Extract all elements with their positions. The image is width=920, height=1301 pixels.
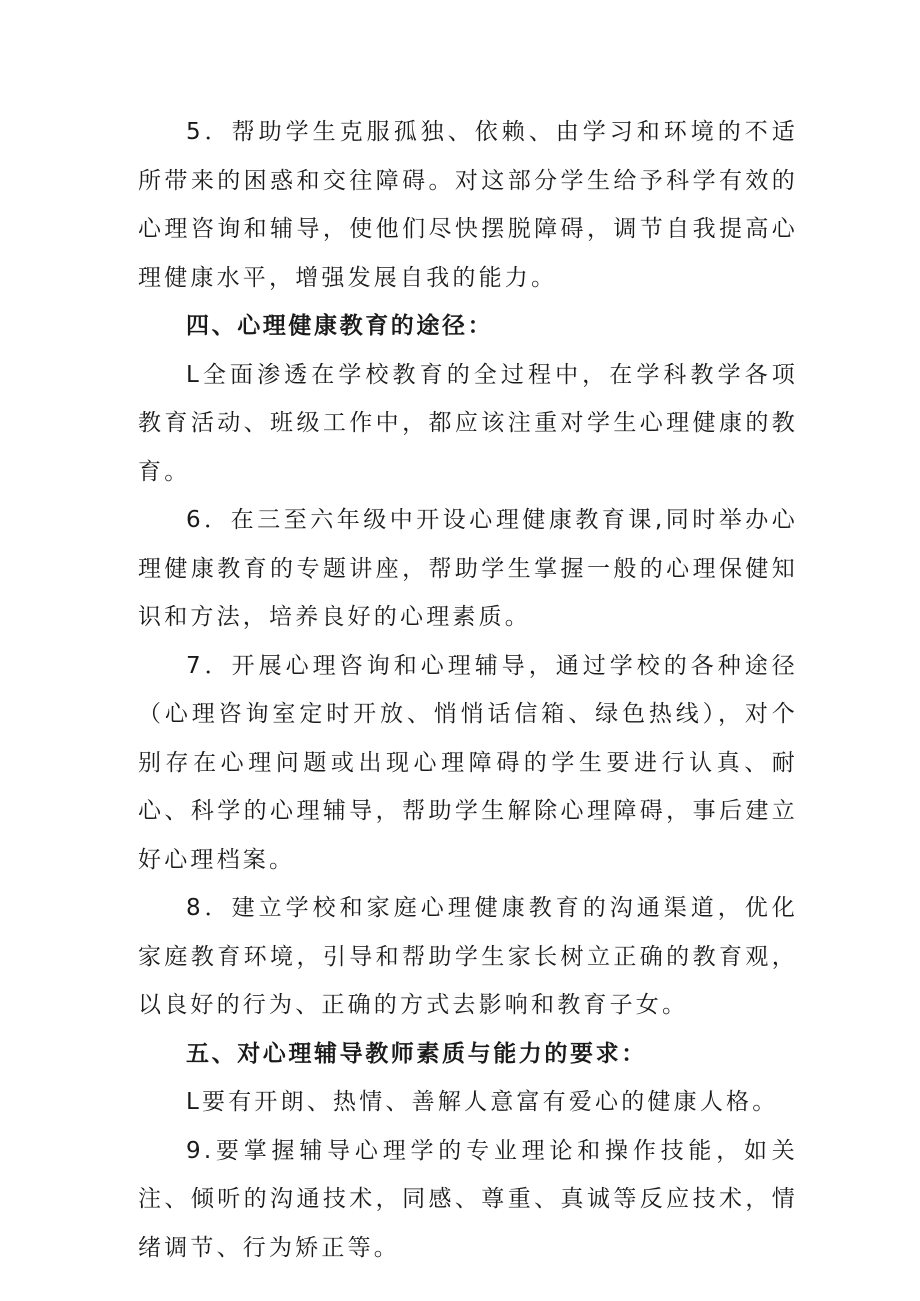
paragraph-item-l-1: L全面渗透在学校教育的全过程中，在学科教学各项教育活动、班级工作中，都应该注重对学生心理健康的教育。 xyxy=(138,361,798,485)
paragraph-item-5: 5．帮助学生克服孤独、依赖、由学习和环境的不适所带来的困惑和交往障碍。对这部分学生给予科学有效的心理咨询和辅导，使他们尽快摆脱障碍，调节自我提高心理健康水平，增强发展自我的能力。 xyxy=(138,119,798,291)
paragraph-item-7: 7．开展心理咨询和心理辅导，通过学校的各种途径（心理咨询室定时开放、悄悄话信箱、绿色热线），对个别存在心理问题或出现心理障碍的学生要进行认真、耐心、科学的心理辅导，帮助学生解除心理障碍，事后建立好心理档案。 xyxy=(138,652,798,873)
paragraph-item-6: 6．在三至六年级中开设心理健康教育课,同时举办心理健康教育的专题讲座，帮助学生掌握一般的心理保健知识和方法，培养良好的心理素质。 xyxy=(138,507,798,630)
paragraph-item-8: 8．建立学校和家庭心理健康教育的沟通渠道，优化家庭教育环境，引导和帮助学生家长树立正确的教育观，以良好的行为、正确的方式去影响和教育子女。 xyxy=(138,895,798,1018)
paragraph-item-9: 9.要掌握辅导心理学的专业理论和操作技能，如关注、倾听的沟通技术，同感、尊重、真诚等反应技术，情绪调节、行为矫正等。 xyxy=(138,1137,798,1261)
section-heading-4: 四、心理健康教育的途径： xyxy=(186,313,494,339)
document-page xyxy=(138,108,798,1272)
paragraph-item-l-2: L要有开朗、热情、善解人意富有爱心的健康人格。 xyxy=(186,1089,779,1115)
section-heading-5: 五、对心理辅导教师素质与能力的要求： xyxy=(186,1040,647,1067)
